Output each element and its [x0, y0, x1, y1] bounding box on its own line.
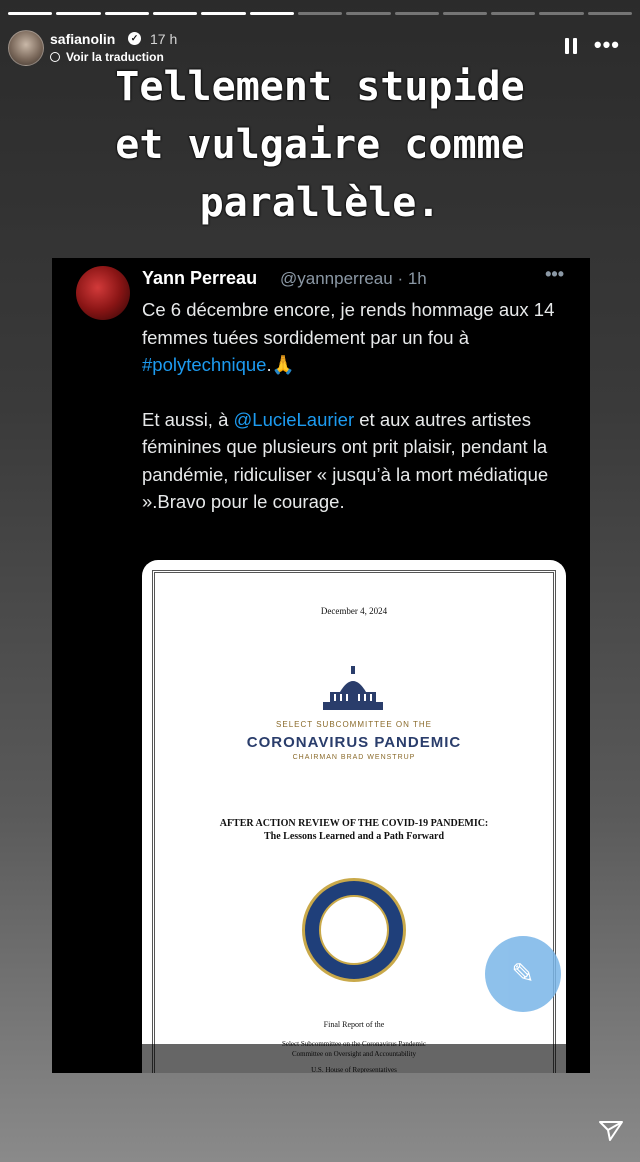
story-progress-bar — [8, 12, 632, 15]
tweet-text: Ce 6 décembre encore, je rends hommage aux 14 femmes tuées sordidement par un fou à — [142, 299, 555, 348]
story-segment — [8, 12, 52, 15]
subcommittee-label: SELECT SUBCOMMITTEE ON THE — [276, 720, 432, 729]
username[interactable]: safianolin — [50, 31, 116, 47]
tweet-text: Et aussi, à — [142, 408, 234, 430]
story-segment — [539, 12, 583, 15]
tweet-avatar — [76, 266, 130, 320]
story-segment — [153, 12, 197, 15]
tweet-more-icon: ••• — [545, 264, 564, 284]
final-report-line: Final Report of the — [323, 1020, 385, 1029]
story-segment — [346, 12, 390, 15]
tweet-paragraph-1 — [142, 296, 562, 379]
tweet-body — [142, 296, 562, 543]
translate-label: Voir la traduction — [66, 50, 164, 64]
tweet-paragraph-2 — [142, 406, 562, 516]
tweet-handle: @yannperreau · 1h — [280, 269, 427, 288]
story-caption: Tellement stupide et vulgaire comme parallèle. — [115, 64, 525, 226]
house-seal-icon — [302, 878, 406, 982]
document-date: December 4, 2024 — [320, 606, 388, 616]
tweet-text: .🙏 — [266, 354, 295, 375]
story-segment — [201, 12, 245, 15]
capitol-icon — [318, 664, 388, 714]
tweet-screenshot — [52, 258, 590, 1073]
story-segment — [588, 12, 632, 15]
seal-eagle — [319, 895, 389, 965]
story-segment — [250, 12, 294, 15]
more-icon[interactable]: ••• — [593, 32, 620, 57]
post-time: 17 h — [150, 31, 178, 47]
send-icon[interactable] — [598, 1120, 624, 1142]
tweet-author-name: Yann Perreau — [142, 268, 258, 288]
story-segment — [491, 12, 535, 15]
story-segment — [56, 12, 100, 15]
verified-icon: ✓ — [128, 32, 141, 45]
tweet-text: et aux autres artistes féminines que plusieurs ont prit plaisir, pendant la pandémie, ridiculiser « jusqu’à la mort médiatique ».Bravo pour le courage. — [142, 408, 549, 512]
story-segment — [105, 12, 149, 15]
story-segment — [395, 12, 439, 15]
chairman-label: CHAIRMAN BRAD WENSTRUP — [292, 754, 416, 761]
hashtag-link: #polytechnique — [142, 354, 267, 375]
subcommittee-name: CORONAVIRUS PANDEMIC — [246, 734, 462, 751]
review-title: AFTER ACTION REVIEW OF THE COVID-19 PANDEMIC: — [219, 818, 489, 829]
story-segment — [443, 12, 487, 15]
story-segment — [298, 12, 342, 15]
compose-icon: ✎ — [485, 936, 561, 1012]
pause-icon[interactable] — [564, 38, 578, 54]
tweet-tab-bar — [52, 1044, 590, 1073]
mention-link: @LucieLaurier — [233, 408, 355, 430]
review-subtitle: The Lessons Learned and a Path Forward — [263, 831, 444, 842]
